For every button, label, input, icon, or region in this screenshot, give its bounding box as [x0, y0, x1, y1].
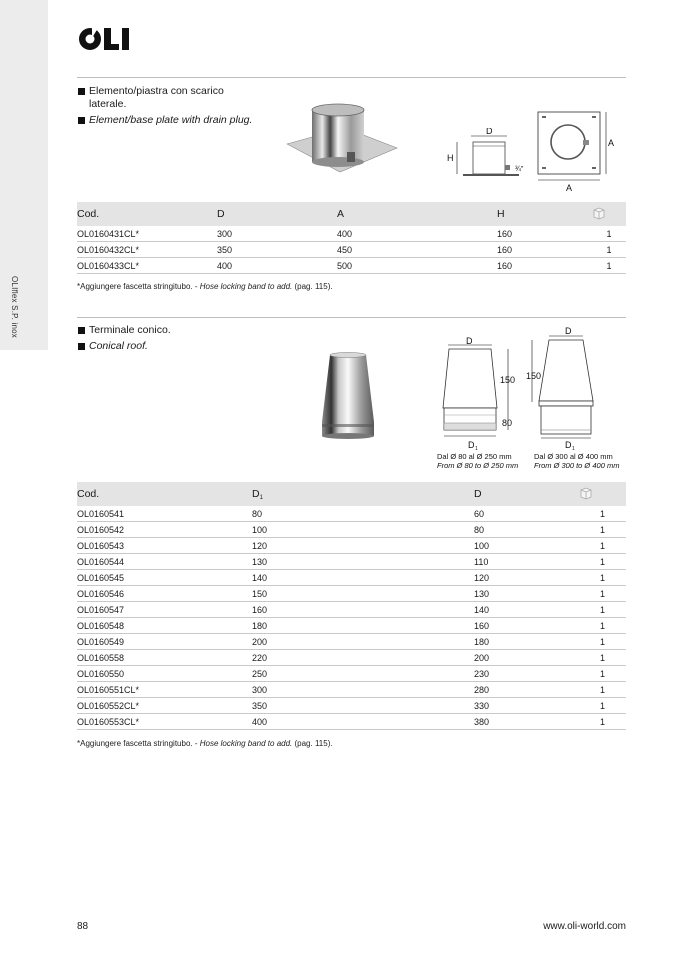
base-plate-photo [285, 100, 400, 190]
cell-d1: 350 [252, 698, 474, 714]
svg-text:80: 80 [502, 418, 513, 428]
svg-text:H: H [447, 153, 454, 163]
conical-roof-diagram-large [525, 322, 625, 452]
cell-d1: 200 [252, 634, 474, 650]
cell-a: 450 [337, 242, 497, 258]
col-header-package [579, 482, 626, 506]
cell-d: 130 [474, 586, 579, 602]
cell-qty: 1 [592, 258, 626, 274]
footnote-page-ref: (pag. 115). [292, 282, 333, 291]
svg-text:D: D [468, 440, 475, 450]
cell-code: OL0160549 [77, 634, 252, 650]
svg-text:150: 150 [526, 371, 542, 381]
table-row [77, 650, 626, 666]
table-row [77, 226, 626, 242]
base-plate-side-diagram [445, 128, 545, 188]
cell-qty: 1 [579, 666, 626, 682]
section2-description [78, 324, 278, 356]
bullet-text: Conical roof. [89, 340, 148, 352]
cell-qty: 1 [579, 506, 626, 522]
svg-text:A: A [566, 183, 573, 193]
cell-code: OL0160547 [77, 602, 252, 618]
website-url[interactable]: www.oli-world.com [543, 921, 626, 932]
section2-footnote [77, 739, 333, 748]
bullet-text: Elemento/piastra con scarico laterale. [89, 85, 224, 110]
cell-d: 280 [474, 682, 579, 698]
caption-en: From Ø 80 to Ø 250 mm [437, 461, 519, 470]
bullet-text: Terminale conico. [89, 324, 171, 336]
bullet-square-icon [78, 88, 85, 95]
cell-d: 100 [474, 538, 579, 554]
header-d1-subscript: 1 [259, 494, 263, 501]
table-row [77, 258, 626, 274]
oli-logo [78, 24, 138, 54]
caption-en: From Ø 300 to Ø 400 mm [534, 461, 620, 470]
cell-code: OL0160543 [77, 538, 252, 554]
col-header-d1 [252, 482, 474, 506]
table-row [77, 682, 626, 698]
bullet-item-en [78, 340, 278, 353]
cell-d: 120 [474, 570, 579, 586]
table-row [77, 634, 626, 650]
cell-d: 140 [474, 602, 579, 618]
cell-d: 300 [217, 226, 337, 242]
cell-code: OL0160552CL* [77, 698, 252, 714]
cell-code: OL0160558 [77, 650, 252, 666]
table-row [77, 586, 626, 602]
cell-h: 160 [497, 226, 592, 242]
cell-code: OL0160542 [77, 522, 252, 538]
cell-d: 230 [474, 666, 579, 682]
svg-text:A: A [608, 138, 615, 148]
table-row [77, 538, 626, 554]
cell-a: 500 [337, 258, 497, 274]
package-icon [579, 486, 593, 500]
cell-d1: 160 [252, 602, 474, 618]
table-row [77, 602, 626, 618]
col-header-code: Cod. [77, 482, 252, 506]
section1-divider [77, 77, 626, 78]
cell-d1: 100 [252, 522, 474, 538]
cell-d1: 180 [252, 618, 474, 634]
section2-spec-table [77, 482, 626, 730]
table-row [77, 698, 626, 714]
svg-text:1: 1 [572, 446, 575, 452]
cell-qty: 1 [579, 522, 626, 538]
bullet-item-en [78, 114, 263, 127]
table-row [77, 242, 626, 258]
cell-a: 400 [337, 226, 497, 242]
cell-qty: 1 [579, 602, 626, 618]
cell-code: OL0160546 [77, 586, 252, 602]
cell-qty: 1 [579, 570, 626, 586]
cell-code: OL0160548 [77, 618, 252, 634]
cell-qty: 1 [579, 682, 626, 698]
cell-d1: 120 [252, 538, 474, 554]
cell-code: OL0160432CL* [77, 242, 217, 258]
bullet-item-it [78, 85, 263, 111]
cell-qty: 1 [579, 618, 626, 634]
cell-d: 400 [217, 258, 337, 274]
table-row [77, 522, 626, 538]
conical-roof-photo [318, 352, 380, 440]
cell-qty: 1 [579, 538, 626, 554]
table-row [77, 554, 626, 570]
cell-qty: 1 [579, 714, 626, 730]
cell-d1: 300 [252, 682, 474, 698]
cell-qty: 1 [592, 242, 626, 258]
col-header-a: A [337, 202, 497, 226]
table-row [77, 570, 626, 586]
table-row [77, 666, 626, 682]
cell-d: 110 [474, 554, 579, 570]
cell-h: 160 [497, 258, 592, 274]
cell-d1: 220 [252, 650, 474, 666]
cell-code: OL0160553CL* [77, 714, 252, 730]
cell-d1: 400 [252, 714, 474, 730]
cell-code: OL0160541 [77, 506, 252, 522]
cell-code: OL0160544 [77, 554, 252, 570]
svg-text:D: D [565, 440, 572, 450]
cell-code: OL0160550 [77, 666, 252, 682]
col-header-d: D [217, 202, 337, 226]
base-plate-top-diagram [535, 110, 620, 195]
cell-d: 200 [474, 650, 579, 666]
cell-qty: 1 [592, 226, 626, 242]
bullet-text: Element/base plate with drain plug. [89, 114, 253, 126]
conical-roof-diagram-small [430, 335, 525, 455]
cell-d: 60 [474, 506, 579, 522]
cell-d1: 150 [252, 586, 474, 602]
caption-it: Dal Ø 80 al Ø 250 mm [437, 452, 512, 461]
cell-qty: 1 [579, 698, 626, 714]
bullet-square-icon [78, 343, 85, 350]
cell-h: 160 [497, 242, 592, 258]
table-row [77, 618, 626, 634]
cell-code: OL0160545 [77, 570, 252, 586]
cell-d: 330 [474, 698, 579, 714]
cell-d: 380 [474, 714, 579, 730]
caption-small-range [437, 452, 518, 470]
cell-d: 180 [474, 634, 579, 650]
oli-logo-icon [78, 24, 138, 54]
cell-d: 80 [474, 522, 579, 538]
col-header-code: Cod. [77, 202, 217, 226]
col-header-package [592, 202, 626, 226]
cell-qty: 1 [579, 634, 626, 650]
svg-text:1: 1 [475, 446, 478, 452]
col-header-d: D [474, 482, 579, 506]
col-header-h: H [497, 202, 592, 226]
cell-qty: 1 [579, 586, 626, 602]
cell-code: OL0160431CL* [77, 226, 217, 242]
cell-qty: 1 [579, 554, 626, 570]
bullet-square-icon [78, 117, 85, 124]
svg-text:D: D [565, 326, 572, 336]
cell-d: 350 [217, 242, 337, 258]
section1-footnote [77, 282, 333, 291]
header-d1-main: D [252, 487, 260, 500]
package-icon [592, 206, 606, 220]
svg-text:D: D [466, 336, 473, 346]
footnote-en: Hose locking band to add. [199, 739, 293, 748]
section1-spec-table [77, 202, 626, 274]
side-section-label: OLIflex S.P. inox [10, 276, 19, 338]
bullet-item-it [78, 324, 278, 337]
footnote-en: Hose locking band to add. [199, 282, 293, 291]
svg-text:D: D [486, 128, 493, 136]
section2-divider [77, 317, 626, 318]
cell-code: OL0160433CL* [77, 258, 217, 274]
cell-code: OL0160551CL* [77, 682, 252, 698]
cell-d1: 130 [252, 554, 474, 570]
footnote-page-ref: (pag. 115). [292, 739, 333, 748]
cell-d1: 140 [252, 570, 474, 586]
bullet-square-icon [78, 327, 85, 334]
table-header-row [77, 202, 626, 226]
table-row [77, 714, 626, 730]
caption-it: Dal Ø 300 al Ø 400 mm [534, 452, 613, 461]
svg-text:¾": ¾" [515, 166, 524, 173]
caption-large-range [534, 452, 619, 470]
footnote-it: *Aggiungere fascetta stringitubo. - [77, 739, 200, 748]
section1-description [78, 85, 263, 130]
cell-d1: 250 [252, 666, 474, 682]
side-strip [0, 0, 48, 350]
svg-text:150: 150 [500, 375, 516, 385]
page-number: 88 [77, 921, 89, 932]
table-header-row [77, 482, 626, 506]
table-row [77, 506, 626, 522]
cell-d1: 80 [252, 506, 474, 522]
cell-d: 160 [474, 618, 579, 634]
cell-qty: 1 [579, 650, 626, 666]
footnote-it: *Aggiungere fascetta stringitubo. - [77, 282, 200, 291]
